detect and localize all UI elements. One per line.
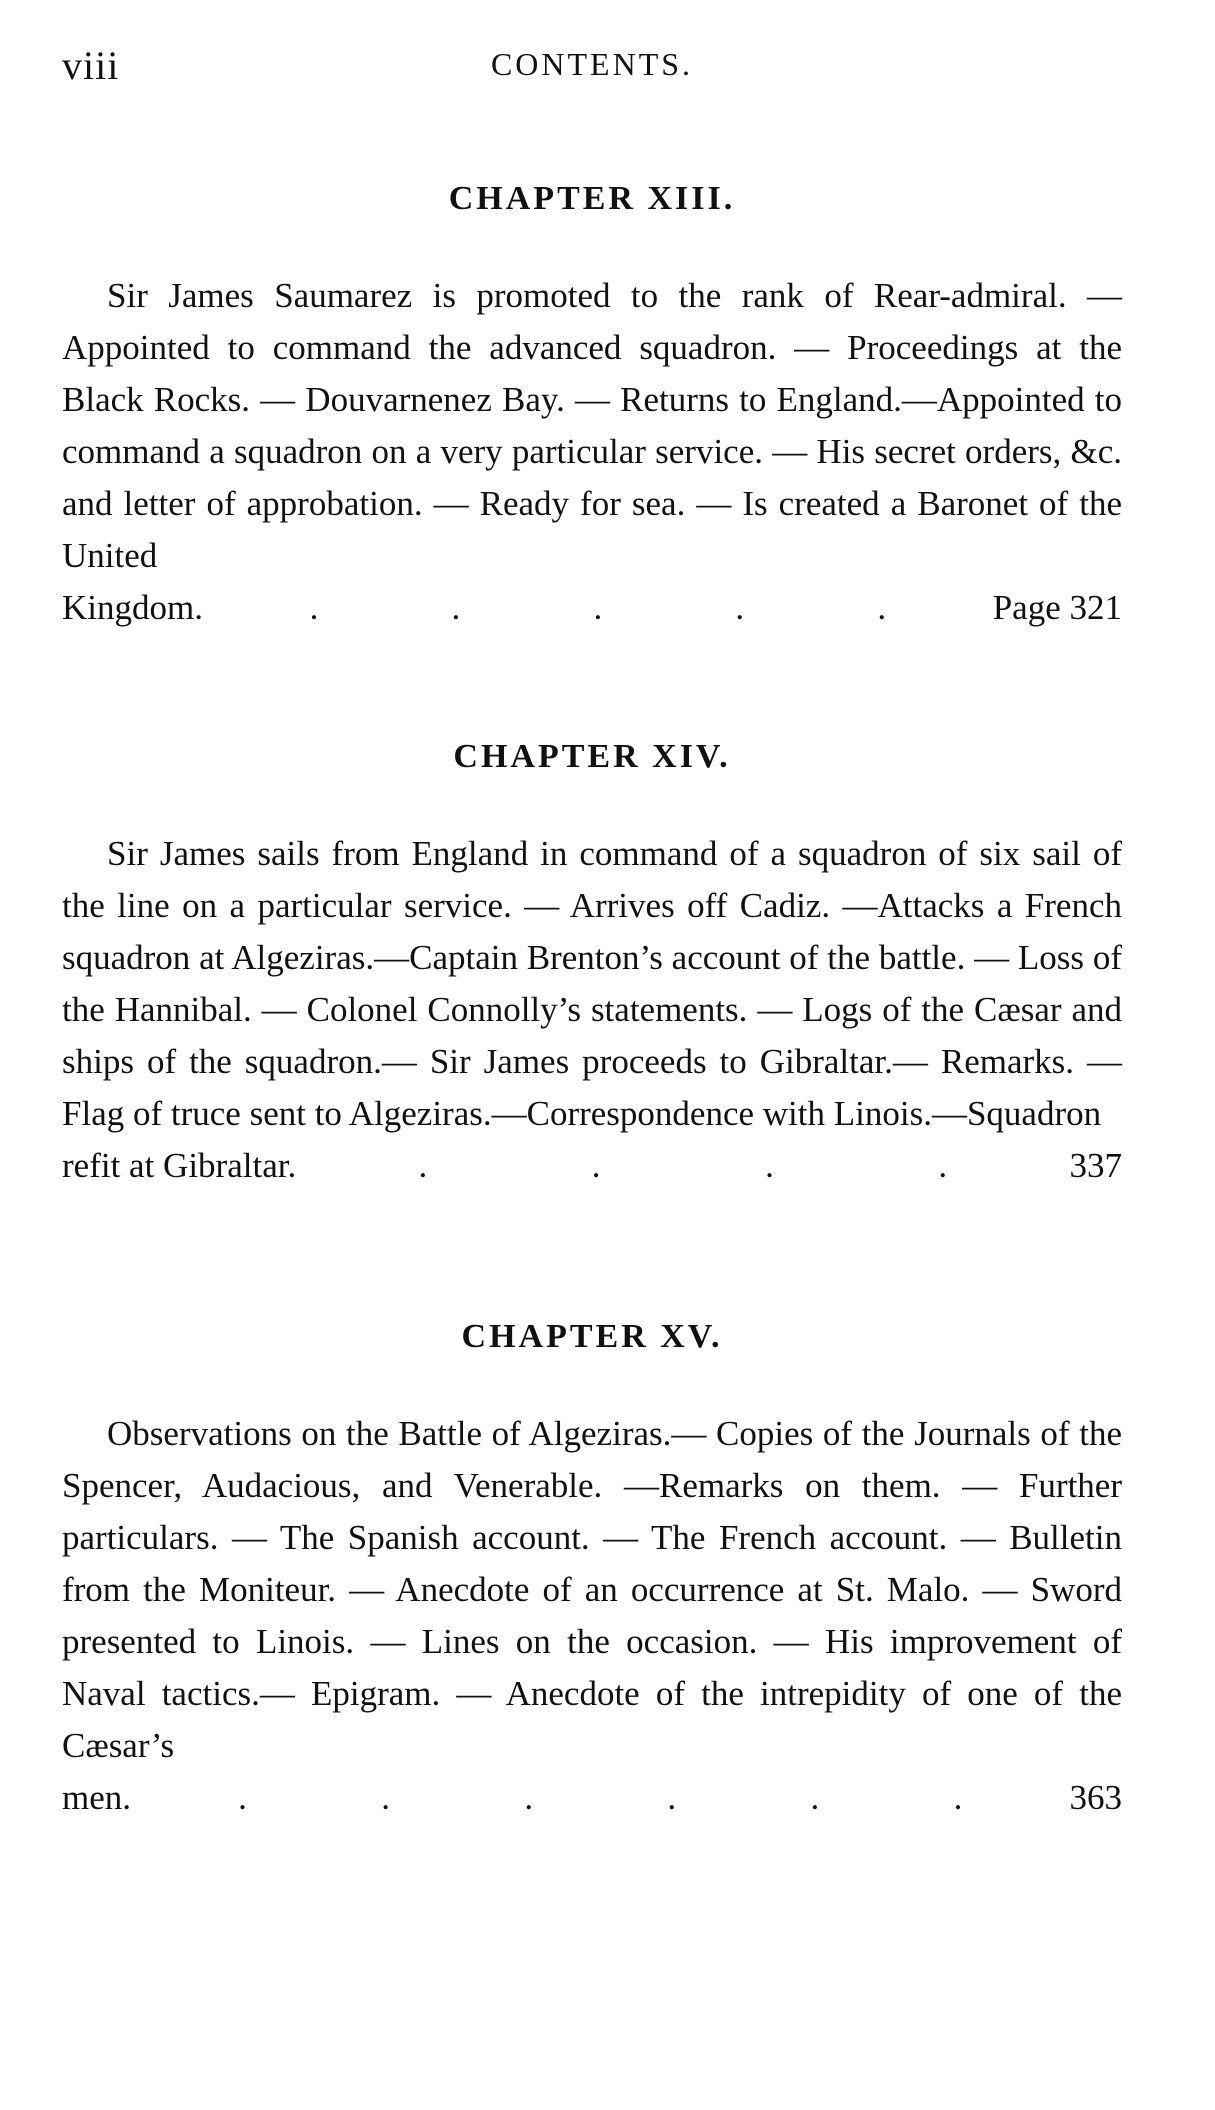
leader-dot: .	[309, 588, 319, 627]
page-number: Page 321	[992, 588, 1122, 627]
leader-dot: .	[877, 588, 887, 627]
chapter-summary-end: men.	[62, 1778, 132, 1817]
chapter-summary: Sir James sails from England in command of a squadron of six sail of the line on a particular service. — Arrives off Cadiz. —Attacks a French squadron at Algeziras.—Captain Brenton’s account of the battle. — Loss of the Hannibal. — Colonel Connolly’s statements. — Logs of the Cæsar and ships of the squadron.— Sir James proceeds to Gibraltar.— Remarks. — Flag of truce sent to Algeziras.—Correspondence with Linois.—Squadron	[62, 834, 1122, 1133]
leader-dot: .	[451, 588, 461, 627]
leader-dot: .	[810, 1778, 820, 1817]
dot-leaders	[131, 1772, 1069, 1824]
leader-dot: .	[593, 588, 603, 627]
leader-dot: .	[953, 1778, 963, 1817]
page-folio: viii	[62, 43, 120, 88]
chapter-summary-end: Kingdom.	[62, 588, 203, 627]
leader-dot: .	[381, 1778, 390, 1817]
dot-leaders	[203, 582, 993, 634]
chapter-summary-end: refit at Gibraltar.	[62, 1146, 297, 1185]
chapter-xiv-entry	[62, 738, 1122, 1192]
leader-dot: .	[524, 1778, 534, 1817]
chapter-summary-last-line	[62, 1140, 1122, 1192]
leader-dot: .	[238, 1778, 247, 1817]
running-title: CONTENTS.	[490, 46, 694, 82]
leader-dot: .	[735, 588, 745, 627]
leader-dot: .	[591, 1146, 601, 1185]
page-header	[62, 42, 1122, 102]
chapter-title: CHAPTER XV.	[461, 1318, 723, 1355]
leader-dot: .	[765, 1146, 774, 1185]
chapter-summary: Observations on the Battle of Algeziras.— Copies of the Journals of the Spencer, Audacious, and Venerable. —Remarks on them. — Further particulars. — The Spanish account. — The French account. — Bulletin from the Moniteur. — Anecdote of an occurrence at St. Malo. — Sword presented to Linois. — Lines on the occasion. — His improvement of Naval tactics.— Epigram. — Anecdote of the intrepidity of one of the Cæsar’s	[62, 1414, 1122, 1765]
page-number: 337	[1069, 1146, 1122, 1185]
chapter-summary: Sir James Saumarez is promoted to the rank of Rear-admiral. — Appointed to command the advanced squadron. — Proceedings at the Black Rocks. — Douvarnenez Bay. — Returns to England.—Appointed to command a squadron on a very particular service. — His secret orders, &c. and letter of approbation. — Ready for sea. — Is created a Baronet of the United	[62, 276, 1122, 575]
dot-leaders	[296, 1140, 1069, 1192]
chapter-xv-entry	[62, 1318, 1122, 1824]
chapter-title: CHAPTER XIII.	[448, 180, 736, 217]
chapter-summary-last-line	[62, 1772, 1122, 1824]
leader-dot: .	[667, 1778, 677, 1817]
chapter-xiii-entry	[62, 180, 1122, 634]
page-number: 363	[1069, 1778, 1122, 1817]
leader-dot: .	[938, 1146, 948, 1185]
chapter-title: CHAPTER XIV.	[453, 738, 731, 775]
leader-dot: .	[418, 1146, 428, 1185]
chapter-summary-last-line	[62, 582, 1122, 634]
